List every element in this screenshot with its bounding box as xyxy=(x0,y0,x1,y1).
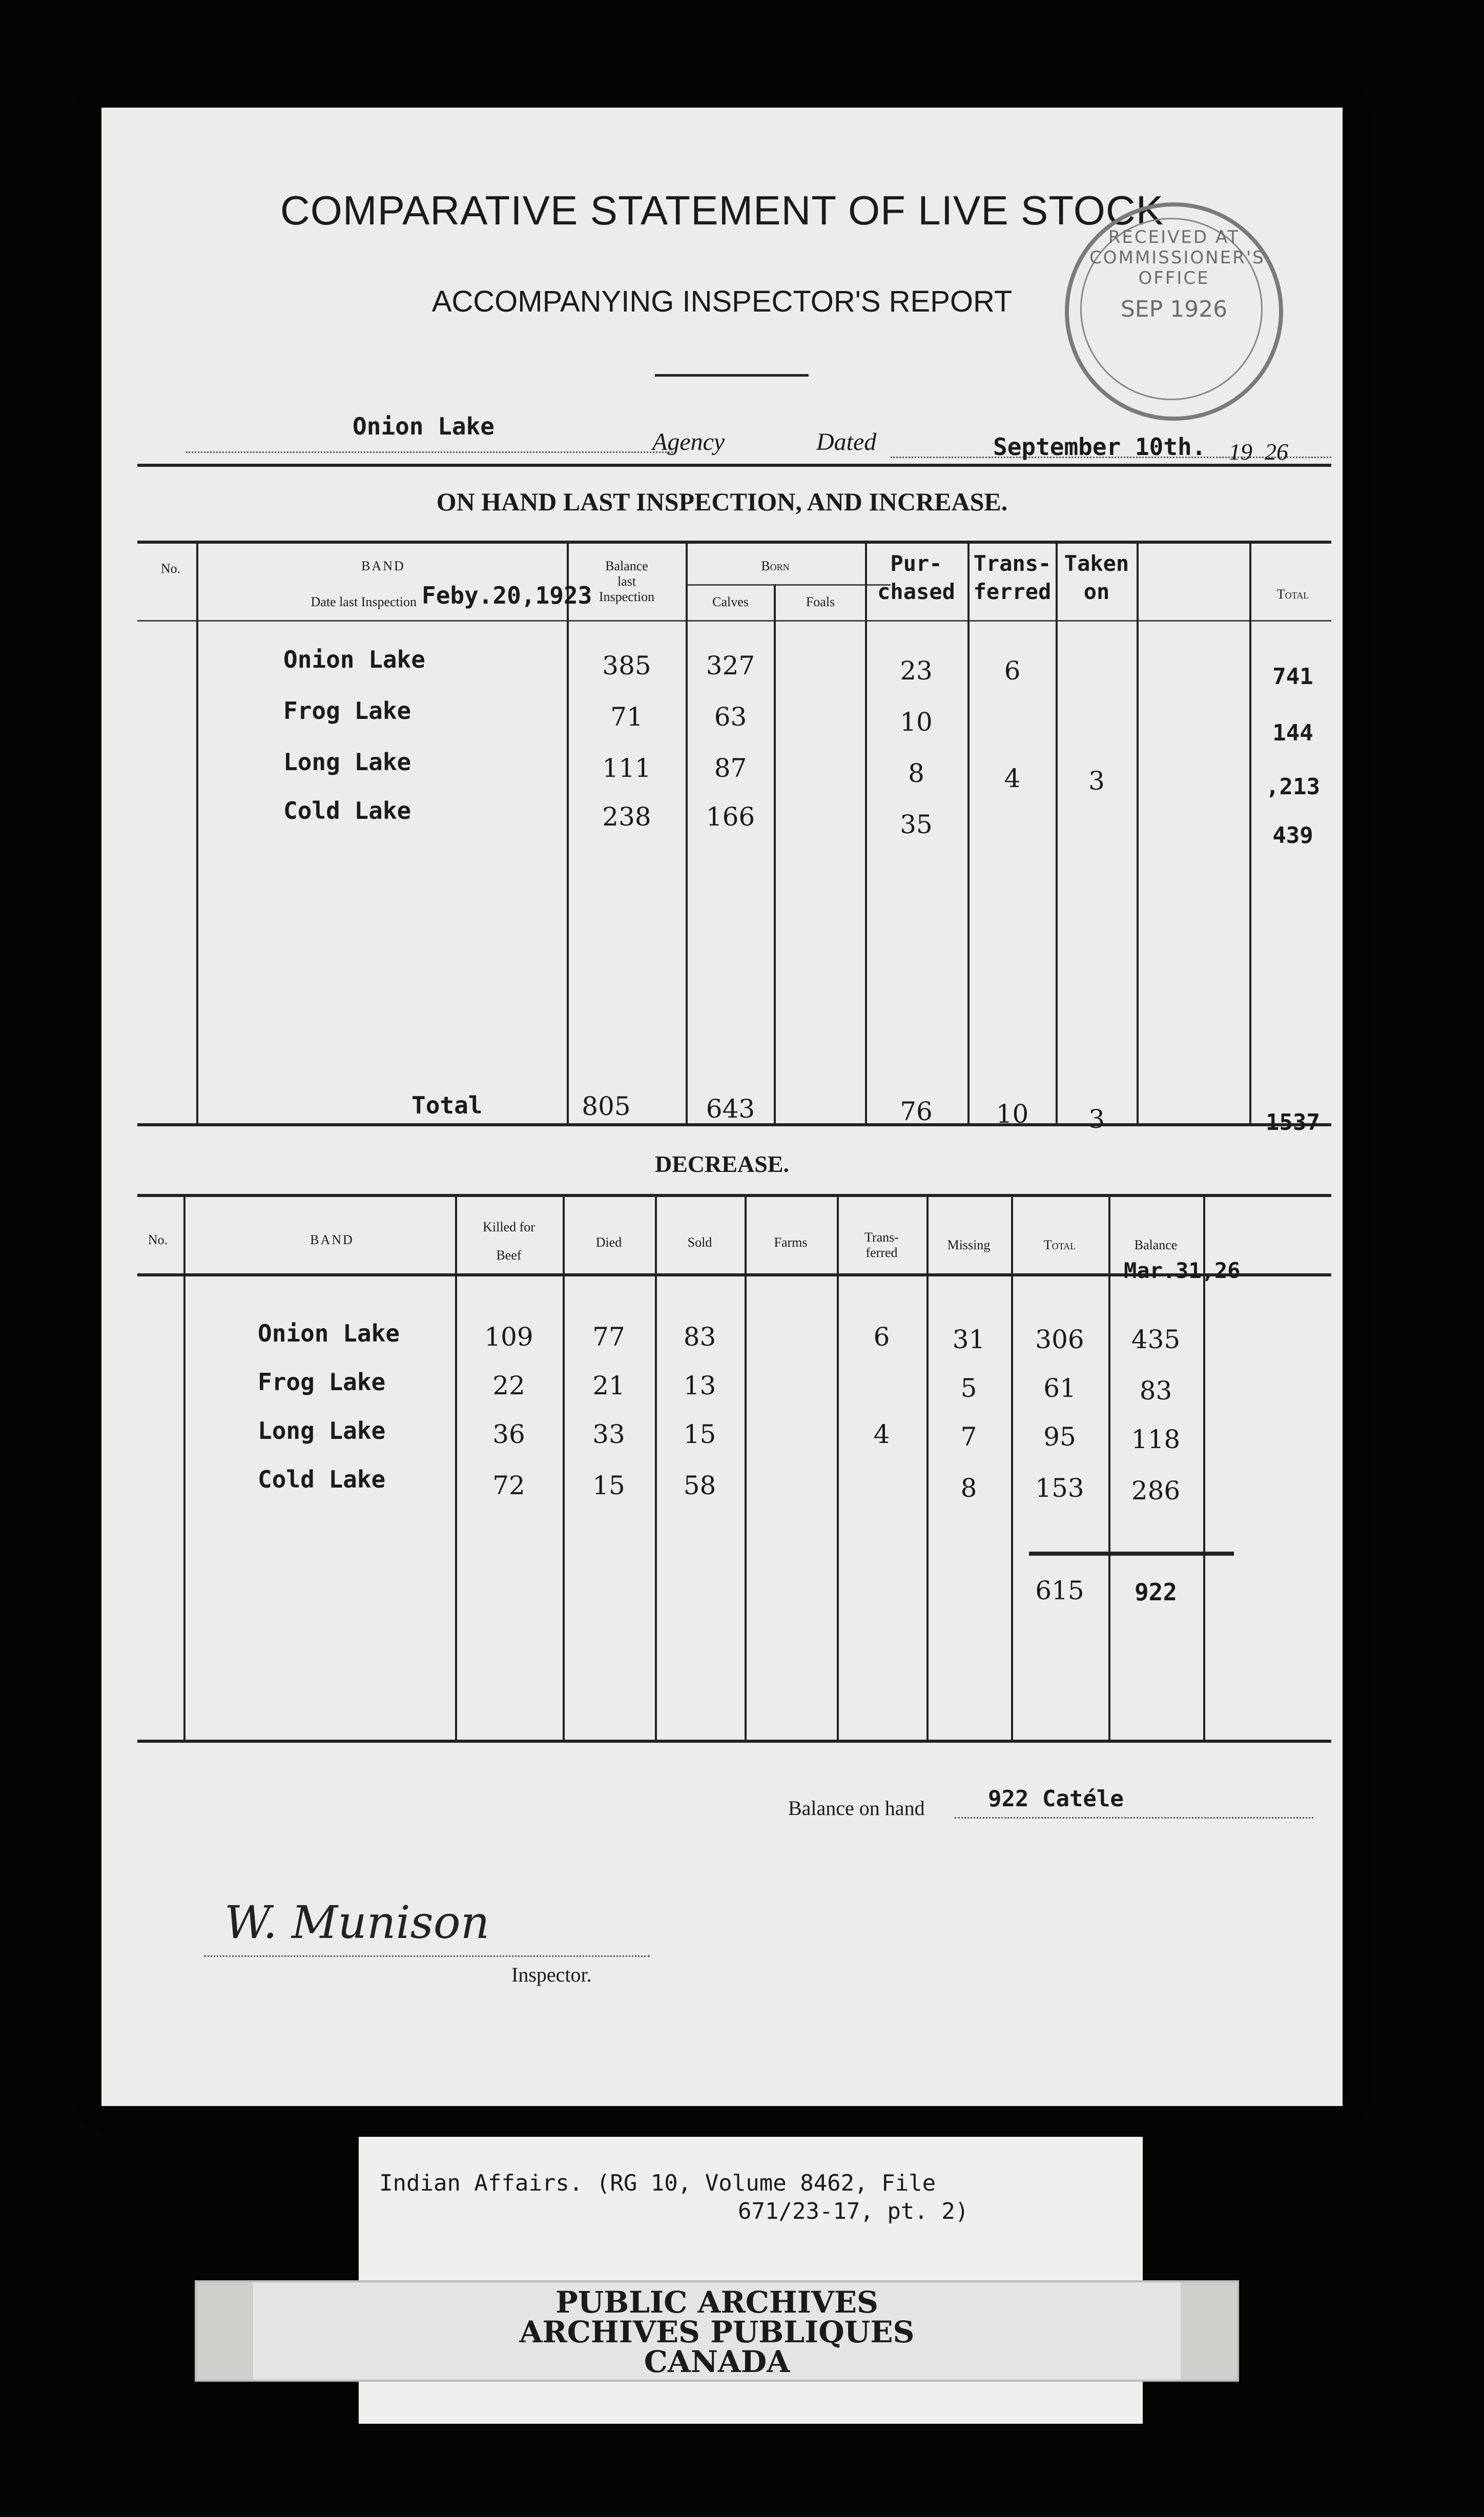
band-name: Long Lake xyxy=(283,748,411,776)
totals-transferred: 10 xyxy=(996,1099,1029,1129)
sold-value: 13 xyxy=(683,1371,716,1400)
column-rule xyxy=(1056,543,1058,1123)
totals-balance: 805 xyxy=(582,1091,631,1121)
stamp-date: SEP 1926 xyxy=(1120,296,1228,322)
col-header-total: Total xyxy=(1043,1237,1076,1252)
band-name: Onion Lake xyxy=(283,646,425,673)
agency-dotted-line xyxy=(186,448,673,453)
col-header-sold: Sold xyxy=(687,1235,712,1250)
col-header-foals: Foals xyxy=(806,594,835,609)
col-header-killed-2: Beef xyxy=(496,1248,522,1263)
transferred-value: 4 xyxy=(1004,764,1021,793)
killed-value: 72 xyxy=(492,1471,525,1500)
calves-value: 166 xyxy=(706,802,755,832)
column-rule xyxy=(1011,1196,1013,1740)
calves-value: 63 xyxy=(714,702,747,732)
totals-total: 1537 xyxy=(1266,1109,1320,1136)
col-header-balance: Balance xyxy=(1134,1237,1178,1252)
column-rule xyxy=(196,543,198,1123)
total-value: 144 xyxy=(1272,720,1313,746)
archive-line-2: ARCHIVES PUBLIQUES xyxy=(519,2315,915,2349)
balance-value: 71 xyxy=(610,702,643,732)
band-name: Frog Lake xyxy=(258,1368,386,1396)
balance-value: 286 xyxy=(1131,1476,1181,1505)
col-header-born: Born xyxy=(761,559,790,573)
column-rule xyxy=(563,1196,565,1740)
purchased-value: 35 xyxy=(900,810,933,839)
archive-line-3: CANADA xyxy=(644,2344,790,2379)
col-header-transferred-1: Trans- xyxy=(864,1230,899,1245)
col-header-total: Total xyxy=(1276,587,1309,602)
killed-value: 36 xyxy=(492,1419,525,1449)
citation-line-2: 671/23-17, pt. 2) xyxy=(738,2198,969,2224)
column-rule xyxy=(967,543,970,1123)
balance-dotted-line xyxy=(955,1814,1313,1819)
rule xyxy=(137,541,1331,544)
column-rule xyxy=(745,1196,747,1740)
balance-value: 238 xyxy=(602,802,651,832)
citation-line-1: Indian Affairs. (RG 10, Volume 8462, File xyxy=(379,2170,936,2196)
col-header-calves: Calves xyxy=(712,594,749,609)
band-name: Cold Lake xyxy=(258,1466,386,1493)
rule xyxy=(137,620,1331,622)
col-header-purchased-1: Pur- xyxy=(890,551,942,576)
col-header-killed-1: Killed for xyxy=(483,1220,535,1234)
band-name: Long Lake xyxy=(258,1417,386,1445)
received-stamp xyxy=(1065,202,1283,421)
taken-on-value: 3 xyxy=(1088,766,1105,796)
transferred-value: 6 xyxy=(1004,656,1021,686)
year-suffix: 26 xyxy=(1265,439,1288,465)
col-header-transferred-2: ferred xyxy=(865,1245,898,1260)
purchased-value: 23 xyxy=(900,656,933,686)
died-value: 77 xyxy=(592,1322,625,1352)
column-rule xyxy=(655,1196,657,1740)
column-rule xyxy=(837,1196,839,1740)
col-header-band: BAND xyxy=(361,559,405,573)
band-name: Onion Lake xyxy=(258,1319,400,1347)
rule xyxy=(686,584,891,586)
sold-value: 58 xyxy=(683,1471,716,1500)
killed-value: 22 xyxy=(492,1371,525,1400)
balance-value: 435 xyxy=(1131,1325,1181,1354)
total-value: ,213 xyxy=(1266,774,1320,800)
total-value: 153 xyxy=(1035,1473,1084,1503)
year-prefix: 19 xyxy=(1229,439,1252,465)
inspector-signature: W. Munison xyxy=(224,1896,490,1949)
column-rule xyxy=(183,1196,186,1740)
balance-value: 111 xyxy=(602,753,651,783)
document-page xyxy=(101,108,1343,2106)
date-last-inspection-label: Date last Inspection xyxy=(311,594,417,609)
balance-date: Mar.31,26 xyxy=(1124,1258,1241,1283)
column-rule xyxy=(567,543,569,1123)
increase-section-title: ON HAND LAST INSPECTION, AND INCREASE. xyxy=(436,487,1008,516)
col-header-transferred-1: Trans- xyxy=(973,551,1052,576)
col-header-transferred-2: ferred xyxy=(973,579,1052,604)
band-name: Cold Lake xyxy=(283,797,411,824)
col-header-no: No. xyxy=(148,1232,168,1247)
died-value: 33 xyxy=(592,1419,625,1449)
died-value: 21 xyxy=(592,1371,625,1400)
agency-label: Agency xyxy=(652,428,725,456)
col-header-missing: Missing xyxy=(947,1237,991,1252)
transferred-value: 4 xyxy=(873,1419,890,1449)
col-header-balance-2: last xyxy=(617,574,636,589)
column-rule xyxy=(686,543,688,1123)
agency-value: Onion Lake xyxy=(353,412,494,440)
killed-value: 109 xyxy=(484,1322,533,1352)
col-header-balance-3: Inspection xyxy=(599,589,655,604)
col-header-purchased-2: chased xyxy=(877,579,955,604)
title-rule xyxy=(655,374,809,377)
column-rule xyxy=(774,584,776,1123)
transferred-value: 6 xyxy=(873,1322,890,1352)
column-rule xyxy=(865,543,867,1123)
decrease-section-title: DECREASE. xyxy=(654,1151,789,1177)
total-value: 95 xyxy=(1043,1422,1076,1452)
purchased-value: 10 xyxy=(900,707,933,737)
column-rule xyxy=(926,1196,929,1740)
archive-line-1: PUBLIC ARCHIVES xyxy=(555,2285,878,2320)
sold-value: 83 xyxy=(683,1322,716,1352)
missing-value: 8 xyxy=(960,1473,977,1503)
form-subtitle: ACCOMPANYING INSPECTOR'S REPORT xyxy=(431,285,1013,318)
totals-taken-on: 3 xyxy=(1088,1104,1105,1134)
col-header-band: BAND xyxy=(310,1232,354,1247)
totals-calves: 643 xyxy=(706,1094,755,1124)
totals-label: Total xyxy=(411,1091,483,1119)
balance-value: 83 xyxy=(1139,1376,1172,1406)
dated-value: September 10th. xyxy=(993,433,1206,461)
col-header-no: No. xyxy=(160,561,181,576)
column-rule xyxy=(455,1196,457,1740)
calves-value: 87 xyxy=(714,753,747,783)
totals-purchased: 76 xyxy=(900,1097,933,1126)
band-name: Frog Lake xyxy=(283,697,411,725)
col-header-balance-1: Balance xyxy=(605,559,648,573)
total-value: 439 xyxy=(1272,822,1313,849)
balance-on-hand-value: 922 Catéle xyxy=(988,1786,1124,1812)
missing-value: 31 xyxy=(952,1325,985,1354)
inspector-label: Inspector. xyxy=(511,1963,592,1986)
date-last-inspection-value: Feby.20,1923 xyxy=(422,582,592,609)
balance-value: 118 xyxy=(1131,1425,1181,1454)
archive-stamp-bar xyxy=(195,2280,1239,2382)
total-value: 61 xyxy=(1043,1373,1076,1403)
column-rule xyxy=(1108,1196,1110,1740)
missing-value: 7 xyxy=(960,1422,977,1452)
decrease-grand-balance: 922 xyxy=(1134,1578,1178,1606)
col-header-taken-on-2: on xyxy=(1083,579,1110,604)
died-value: 15 xyxy=(592,1471,625,1500)
stamp-text: RECEIVED AT COMMISSIONER'S OFFICE xyxy=(1089,227,1265,288)
balance-value: 385 xyxy=(602,651,651,680)
total-value: 741 xyxy=(1272,664,1313,690)
dated-label: Dated xyxy=(816,428,877,456)
sold-value: 15 xyxy=(683,1419,716,1449)
rule xyxy=(137,464,1331,467)
column-rule xyxy=(1249,543,1251,1123)
signature-dotted-line xyxy=(204,1952,650,1957)
calves-value: 327 xyxy=(706,651,755,680)
balance-on-hand-label: Balance on hand xyxy=(788,1797,925,1820)
total-value: 306 xyxy=(1035,1325,1084,1354)
rule xyxy=(137,1194,1331,1197)
rule xyxy=(137,1740,1331,1743)
decrease-grand-total: 615 xyxy=(1035,1576,1084,1605)
form-title: COMPARATIVE STATEMENT OF LIVE STOCK xyxy=(280,188,1164,233)
purchased-value: 8 xyxy=(908,758,924,788)
column-rule xyxy=(1137,543,1139,1123)
col-header-died: Died xyxy=(595,1235,622,1250)
missing-value: 5 xyxy=(960,1373,977,1403)
col-header-farms: Farms xyxy=(774,1235,808,1250)
col-header-taken-on-1: Taken xyxy=(1064,551,1129,576)
